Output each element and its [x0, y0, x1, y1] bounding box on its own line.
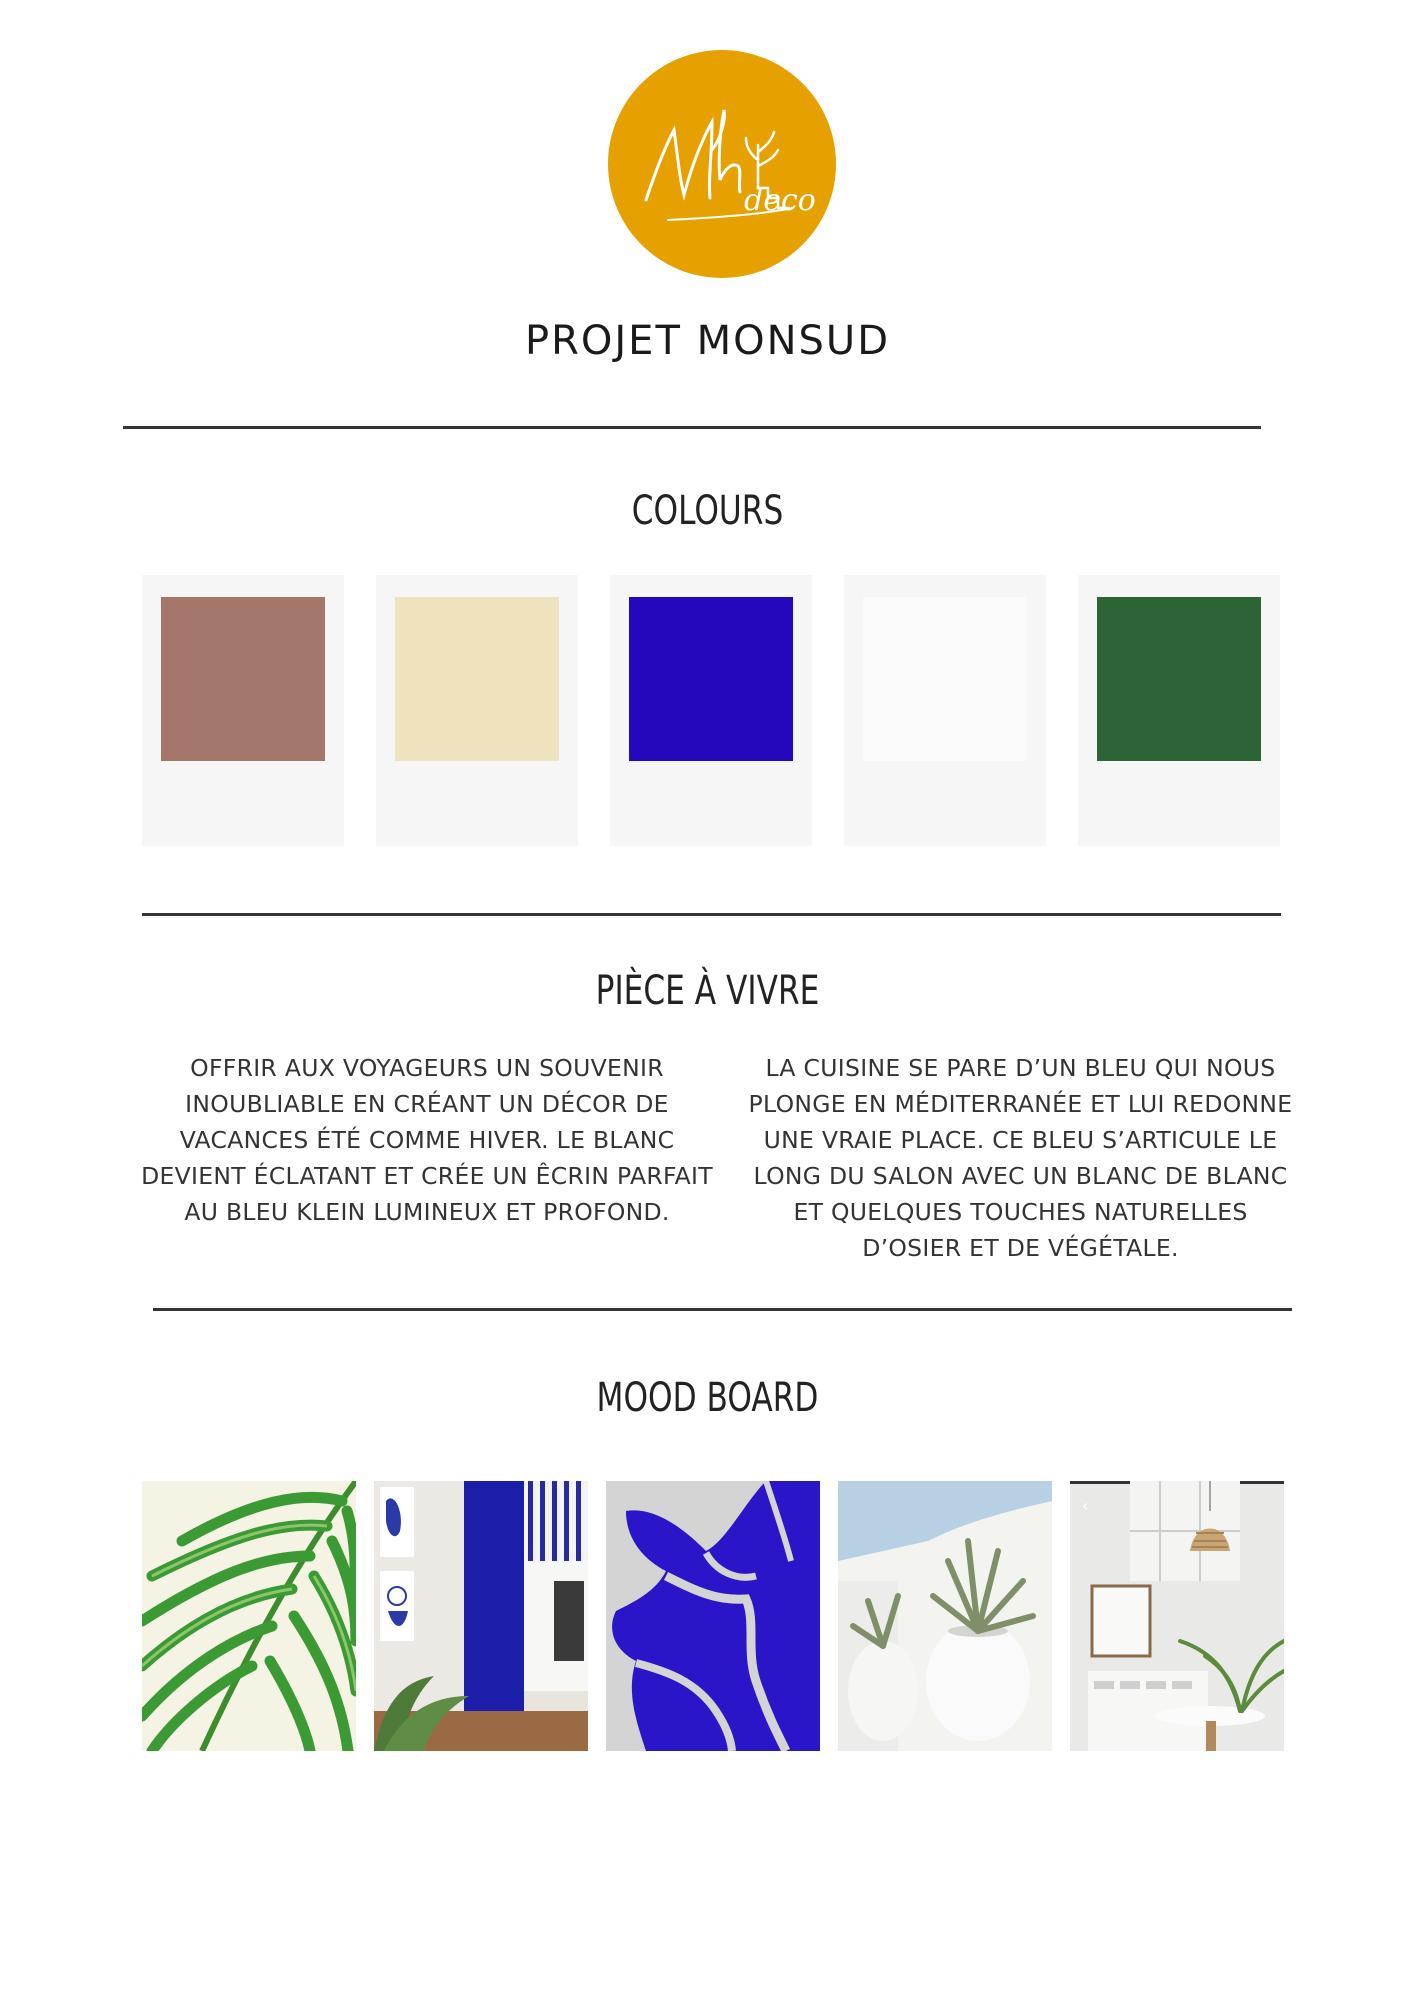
project-title: PROJET MONSUD: [524, 318, 890, 364]
moodboard-image-blue-abstract[interactable]: [606, 1481, 820, 1751]
moodboard-image-palm-leaf[interactable]: [142, 1481, 356, 1751]
colours-heading: COLOURS: [631, 488, 784, 534]
swatch-klein-blue: [629, 597, 793, 761]
piece-right-paragraph: LA CUISINE SE PARE D’UN BLEU QUI NOUS PLONGE EN MÉDITERRANÉE ET LUI REDONNE UNE VRAIE PLACE. CE BLEU S’ARTICULE LE LONG DU SALON AVEC UN BLANC DE BLANC ET QUELQUES TOUCHES NATURELLES D’OSIER ET DE VÉGÉTALE.: [748, 1054, 1293, 1262]
swatch-card-cream: [376, 575, 578, 846]
brand-logo: [608, 50, 836, 278]
swatch-card-terracotta: [142, 575, 344, 846]
divider-middle: [142, 913, 1281, 916]
logo-monogram-icon: [608, 50, 836, 278]
swatch-card-klein-blue: [610, 575, 812, 846]
swatch-terracotta: [161, 597, 325, 761]
piece-a-vivre-heading: PIÈCE À VIVRE: [595, 968, 820, 1014]
piece-left-paragraph: OFFRIR AUX VOYAGEURS UN SOUVENIR INOUBLIABLE EN CRÉANT UN DÉCOR DE VACANCES ÉTÉ COMME HIVER. LE BLANC DEVIENT ÉCLATANT ET CRÉE UN ÊCRIN PARFAIT AU BLEU KLEIN LUMINEUX ET PROFOND.: [141, 1054, 713, 1226]
swatch-green: [1097, 597, 1261, 761]
swatch-white: [863, 597, 1027, 761]
swatch-card-white: [844, 575, 1046, 846]
moodboard-image-blue-interior[interactable]: [374, 1481, 588, 1751]
moodboard-image-dining-room[interactable]: [1070, 1481, 1284, 1751]
swatch-card-green: [1078, 575, 1280, 846]
swatch-cream: [395, 597, 559, 761]
divider-bottom: [153, 1308, 1292, 1311]
moodboard-heading: MOOD BOARD: [596, 1375, 819, 1421]
chevron-left-icon[interactable]: ‹: [1082, 1496, 1089, 1515]
logo-sub-text: deco: [744, 183, 816, 218]
divider-top: [123, 426, 1261, 429]
moodboard-image-agave-pots[interactable]: [838, 1481, 1052, 1751]
